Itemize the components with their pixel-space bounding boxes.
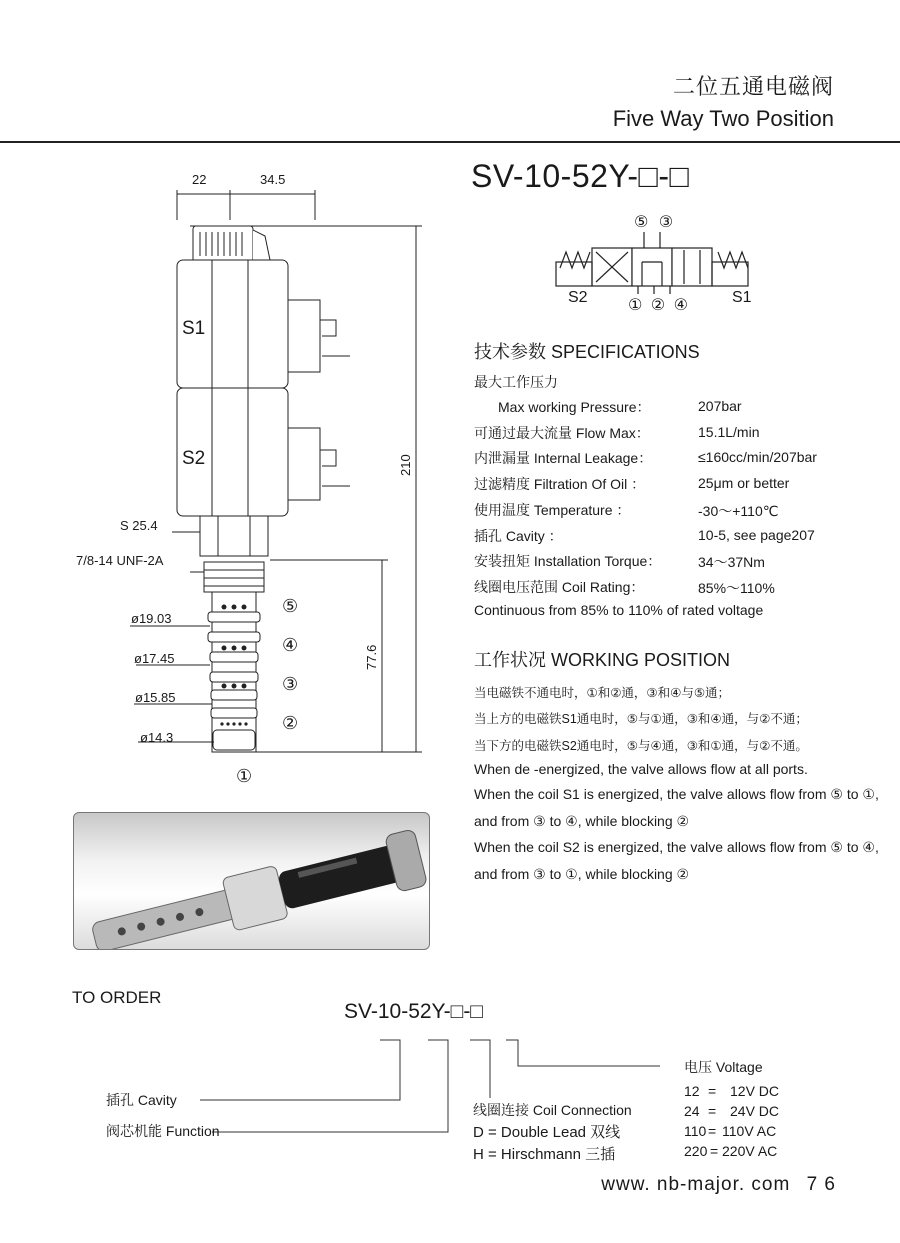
spec-note: Continuous from 85% to 110% of rated voltage xyxy=(474,602,764,618)
order-model-code: SV-10-52Y-□-□ xyxy=(344,1000,483,1023)
voltage-eq: = xyxy=(708,1103,717,1119)
voltage-eq: = xyxy=(710,1143,719,1159)
working-line-en: When the coil S1 is energized, the valve allows flow from ⑤ to ①, xyxy=(474,786,879,802)
order-title: TO ORDER xyxy=(72,988,162,1007)
order-coil-title: 线圈连接 Coil Connection xyxy=(473,1102,632,1118)
dim-diameter-2: ø17.45 xyxy=(134,651,175,666)
working-position-title: 工作状况 WORKING POSITION xyxy=(474,650,731,670)
spec-value: 25μm or better xyxy=(698,475,790,491)
port-3-label: ③ xyxy=(282,674,299,694)
port-5-label: ⑤ xyxy=(282,596,299,616)
header-divider xyxy=(0,141,900,143)
dim-diameter-4: ø14.3 xyxy=(140,730,174,745)
voltage-value: 12V DC xyxy=(730,1083,780,1099)
spec-value: 207bar xyxy=(698,398,742,414)
voltage-code: 110 xyxy=(684,1123,707,1139)
spec-label: Max working Pressure： xyxy=(498,399,651,415)
dim-height-total: 210 xyxy=(398,454,413,476)
spec-value: ≤160cc/min/207bar xyxy=(698,449,817,465)
spec-label: 内泄漏量 Internal Leakage： xyxy=(474,450,653,466)
spec-value: 85%～110% xyxy=(698,580,775,596)
model-code: SV-10-52Y-□-□ xyxy=(471,158,690,194)
voltage-code: 24 xyxy=(684,1103,700,1119)
coil-label-s1: S1 xyxy=(182,318,206,339)
spec-group-label: 最大工作压力 xyxy=(474,374,558,390)
footer-url: www. nb-major. com xyxy=(601,1174,791,1195)
header-title-en: Five Way Two Position xyxy=(612,106,834,131)
schematic-left-label: S2 xyxy=(568,289,588,306)
valve-dimension-drawing xyxy=(60,160,440,800)
dim-top-left: 22 xyxy=(192,172,207,187)
dim-thread: 7/8-14 UNF-2A xyxy=(76,553,164,568)
spec-value: 10-5, see page207 xyxy=(698,527,815,543)
spec-value: -30～+110℃ xyxy=(698,503,779,519)
order-coil-option: H = Hirschmann 三插 xyxy=(473,1146,616,1163)
dim-diameter-3: ø15.85 xyxy=(135,690,176,705)
footer xyxy=(601,1174,836,1196)
spec-label: 可通过最大流量 Flow Max： xyxy=(474,425,650,441)
dim-top-right: 34.5 xyxy=(260,172,286,187)
voltage-eq: = xyxy=(708,1123,717,1139)
spec-value: 15.1L/min xyxy=(698,424,760,440)
working-line-cn: 当上方的电磁铁S1通电时，⑤与①通，③和④通，与②不通； xyxy=(474,712,808,726)
dim-diameter-1: ø19.03 xyxy=(131,611,172,626)
voltage-eq: = xyxy=(708,1083,717,1099)
schematic-bottom-ports: ① ② ④ xyxy=(628,297,690,314)
order-cavity-label: 插孔 Cavity xyxy=(106,1092,177,1108)
working-line-en: When de -energized, the valve allows flow at all ports. xyxy=(474,761,808,777)
voltage-code: 220 xyxy=(684,1143,708,1159)
port-2-label: ② xyxy=(282,713,299,733)
schematic-right-label: S1 xyxy=(732,289,752,306)
spec-label: 线圈电压范围 Coil Rating： xyxy=(474,579,645,595)
spec-label: 插孔 Cavity ： xyxy=(474,528,563,544)
product-photo xyxy=(73,812,430,950)
order-coil-option: D = Double Lead 双线 xyxy=(473,1124,621,1141)
coil-label-s2: S2 xyxy=(182,448,206,469)
spec-label: 过滤精度 Filtration Of Oil ： xyxy=(474,476,646,492)
voltage-value: 220V AC xyxy=(722,1143,778,1159)
order-voltage-title: 电压 Voltage xyxy=(684,1059,763,1075)
port-1-label: ① xyxy=(236,766,253,786)
voltage-value: 24V DC xyxy=(730,1103,780,1119)
voltage-code: 12 xyxy=(684,1083,700,1099)
spec-label: 安装扭矩 Installation Torque： xyxy=(474,553,662,569)
page-number: 7 6 xyxy=(806,1174,836,1195)
working-line-en: When the coil S2 is energized, the valve allows flow from ⑤ to ④, xyxy=(474,839,879,855)
schematic-top-ports: ⑤ ③ xyxy=(634,214,677,231)
dim-hex: S 25.4 xyxy=(120,518,158,533)
working-line-cn: 当电磁铁不通电时，①和②通，③和④与⑤通； xyxy=(474,686,731,700)
specifications-title: 技术参数 SPECIFICATIONS xyxy=(474,342,700,362)
working-line-en: and from ③ to ④, while blocking ② xyxy=(474,813,690,829)
working-line-cn: 当下方的电磁铁S2通电时，⑤与④通，③和①通，与②不通。 xyxy=(474,739,808,753)
header-title-cn: 二位五通电磁阀 xyxy=(672,74,834,99)
voltage-value: 110V AC xyxy=(722,1123,777,1139)
order-function-label: 阀芯机能 Function xyxy=(106,1123,220,1139)
dim-height-lower: 77.6 xyxy=(364,644,379,670)
port-4-label: ④ xyxy=(282,635,299,655)
working-line-en: and from ③ to ①, while blocking ② xyxy=(474,866,690,882)
spec-value: 34～37Nm xyxy=(698,554,765,570)
spec-label: 使用温度 Temperature ： xyxy=(474,502,631,518)
